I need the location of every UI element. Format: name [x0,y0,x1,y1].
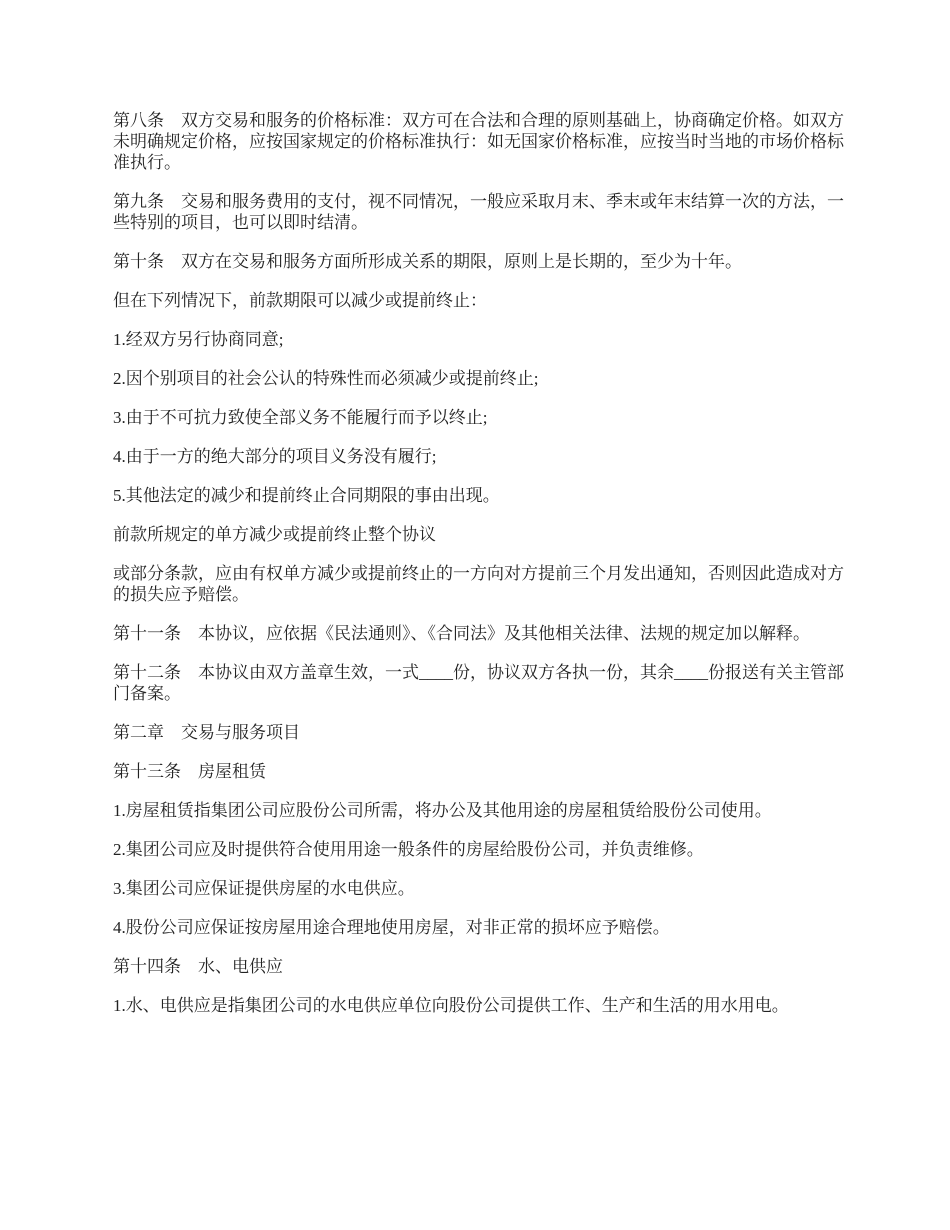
termination-item-1: 1.经双方另行协商同意; [113,330,284,349]
lease-item-4: 4.股份公司应保证按房屋用途合理地使用房屋，对非正常的损坏应予赔偿。 [113,918,670,937]
lease-item-2: 2.集团公司应及时提供符合使用用途一般条件的房屋给股份公司，并负责维修。 [113,840,704,859]
article-12-paragraph: 第十二条 本协议由双方盖章生效，一式____份，协议双方各执一份，其余____份报送有关主管部门备案。 [113,663,844,703]
lease-item-3: 3.集团公司应保证提供房屋的水电供应。 [113,879,415,898]
notice-requirement-paragraph: 或部分条款，应由有权单方减少或提前终止的一方向对方提前三个月发出通知，否则因此造成对方的损失应予赔偿。 [113,564,844,604]
article-8-paragraph: 第八条 双方交易和服务的价格标准：双方可在合法和合理的原则基础上，协商确定价格。如双方未明确规定价格，应按国家规定的价格标准执行：如无国家价格标准，应按当时当地的市场价格标准执行。 [113,111,844,172]
document-page [113,110,848,1034]
article-10-paragraph: 第十条 双方在交易和服务方面所形成关系的期限，原则上是长期的，至少为十年。 [113,252,742,271]
article-9-paragraph: 第九条 交易和服务费用的支付，视不同情况，一般应采取月末、季末或年末结算一次的方法，一些特别的项目，也可以即时结清。 [113,192,844,232]
article-13-heading: 第十三条 房屋租赁 [113,762,266,781]
termination-item-3: 3.由于不可抗力致使全部义务不能履行而予以终止; [113,408,488,427]
termination-item-5: 5.其他法定的减少和提前终止合同期限的事由出现。 [113,486,500,505]
chapter-2-heading: 第二章 交易与服务项目 [113,723,300,742]
utility-item-1: 1.水、电供应是指集团公司的水电供应单位向股份公司提供工作、生产和生活的用水用电。 [113,996,789,1015]
lease-item-1: 1.房屋租赁指集团公司应股份公司所需，将办公及其他用途的房屋租赁给股份公司使用。 [113,801,772,820]
unilateral-termination-paragraph: 前款所规定的单方减少或提前终止整个协议 [113,525,436,544]
termination-intro-paragraph: 但在下列情况下，前款期限可以减少或提前终止： [113,291,487,310]
article-14-heading: 第十四条 水、电供应 [113,957,283,976]
termination-item-4: 4.由于一方的绝大部分的项目义务没有履行; [113,447,437,466]
article-11-paragraph: 第十一条 本协议，应依据《民法通则》、《合同法》及其他相关法律、法规的规定加以解释。 [113,624,810,643]
termination-item-2: 2.因个别项目的社会公认的特殊性而必须减少或提前终止; [113,369,539,388]
